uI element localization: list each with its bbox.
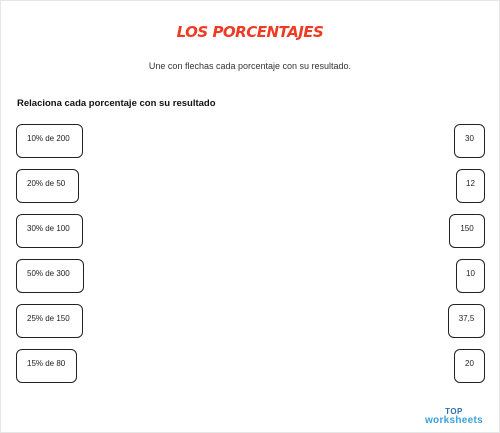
topworksheets-logo [425, 408, 483, 426]
exercise-prompt: Relaciona cada porcentaje con su resultado [17, 98, 216, 109]
right-item-4[interactable]: 10 [456, 259, 485, 293]
instruction-text: Une con flechas cada porcentaje con su resultado. [148, 61, 352, 71]
right-item-1[interactable]: 30 [454, 124, 485, 158]
right-item-5[interactable]: 37,5 [448, 304, 485, 338]
left-item-4[interactable]: 50% de 300 [16, 259, 84, 293]
right-item-6[interactable]: 20 [454, 349, 485, 383]
left-item-3[interactable]: 30% de 100 [16, 214, 83, 248]
logo-top-text: TOP [445, 407, 463, 416]
right-item-3[interactable]: 150 [449, 214, 485, 248]
left-item-5[interactable]: 25% de 150 [16, 304, 83, 338]
right-item-2[interactable]: 12 [456, 169, 485, 203]
left-item-1[interactable]: 10% de 200 [16, 124, 83, 158]
page-title: LOS PORCENTAJES [176, 23, 324, 41]
left-item-2[interactable]: 20% de 50 [16, 169, 79, 203]
logo-bottom-text: worksheets [424, 415, 483, 426]
left-item-6[interactable]: 15% de 80 [16, 349, 77, 383]
